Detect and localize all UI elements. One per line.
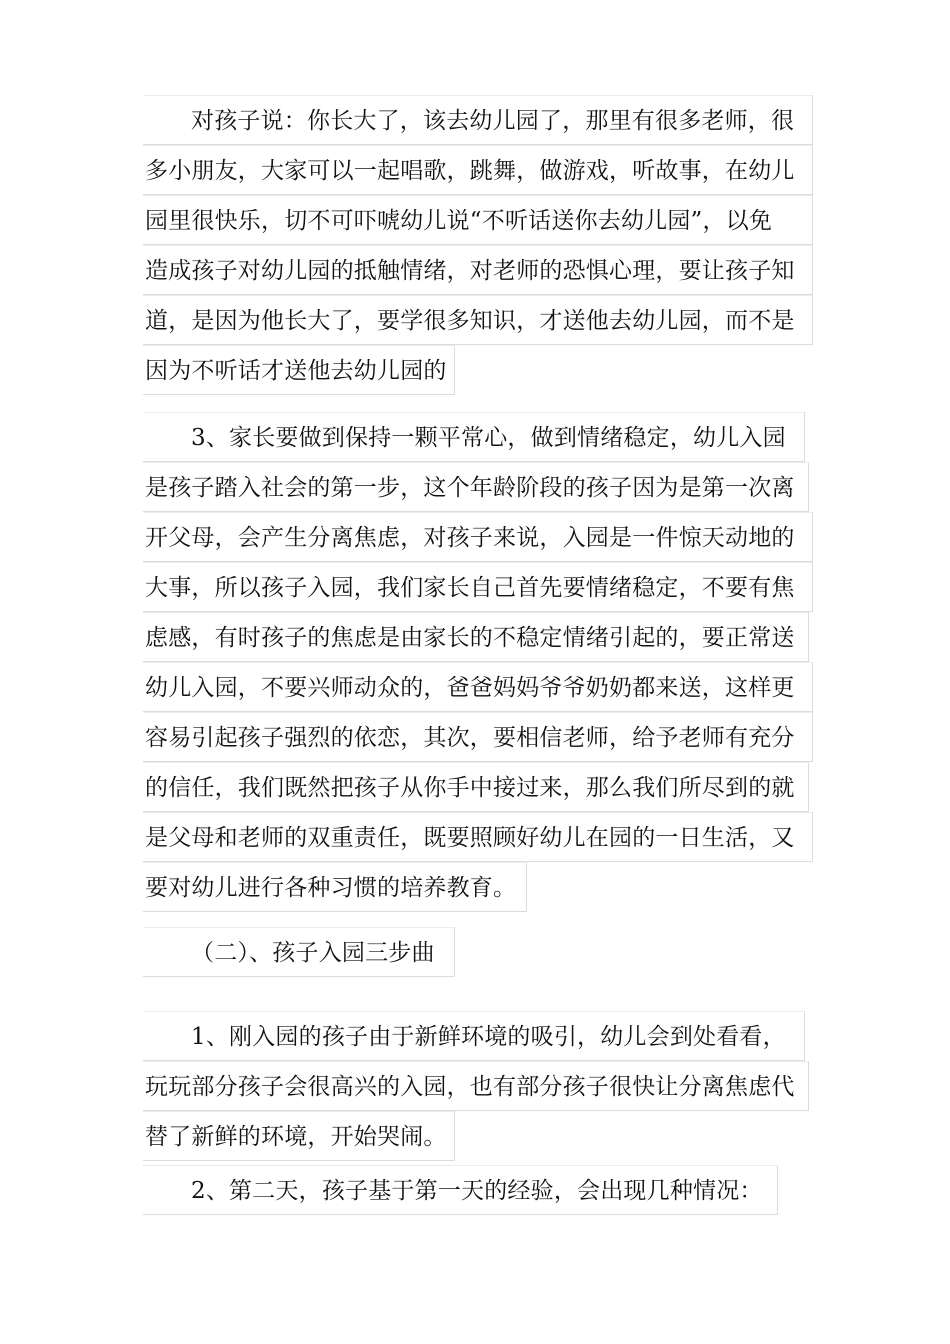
text-line: 对孩子说：你长大了，该去幼儿园了，那里有很多老师，很 <box>143 95 813 145</box>
paragraph-2 <box>143 412 813 912</box>
text-line: 大事，所以孩子入园，我们家长自己首先要情绪稳定，不要有焦 <box>143 562 813 612</box>
text-line: 因为不听话才送他去幼儿园的 <box>143 345 455 395</box>
text-line: 玩玩部分孩子会很高兴的入园，也有部分孩子很快让分离焦虑代 <box>143 1061 809 1111</box>
text-line: 是孩子踏入社会的第一步，这个年龄阶段的孩子因为是第一次离 <box>143 462 809 512</box>
text-line: （二）、孩子入园三步曲 <box>143 927 455 977</box>
paragraph-3 <box>143 1011 809 1161</box>
text-line: 的信任，我们既然把孩子从你手中接过来，那么我们所尽到的就 <box>143 762 809 812</box>
text-line: 开父母，会产生分离焦虑，对孩子来说，入园是一件惊天动地的 <box>143 512 813 562</box>
text-line: 要对幼儿进行各种习惯的培养教育。 <box>143 862 527 912</box>
text-line: 造成孩子对幼儿园的抵触情绪，对老师的恐惧心理，要让孩子知 <box>143 245 813 295</box>
text-line: 虑感，有时孩子的焦虑是由家长的不稳定情绪引起的，要正常送 <box>143 612 809 662</box>
text-line: 道，是因为他长大了，要学很多知识，才送他去幼儿园，而不是 <box>143 295 813 345</box>
paragraph-4 <box>143 1165 778 1215</box>
text-line: 2、第二天，孩子基于第一天的经验，会出现几种情况： <box>143 1165 778 1215</box>
paragraph-1 <box>143 95 813 395</box>
text-line: 替了新鲜的环境，开始哭闹。 <box>143 1111 455 1161</box>
text-line: 3、家长要做到保持一颗平常心，做到情绪稳定，幼儿入园 <box>143 412 805 462</box>
text-line: 是父母和老师的双重责任，既要照顾好幼儿在园的一日生活，又 <box>143 812 813 862</box>
text-line: 幼儿入园，不要兴师动众的，爸爸妈妈爷爷奶奶都来送，这样更 <box>143 662 813 712</box>
section-heading <box>143 927 455 977</box>
text-line: 园里很快乐，切不可吓唬幼儿说“不听话送你去幼儿园”，以免 <box>143 195 813 245</box>
text-line: 容易引起孩子强烈的依恋，其次，要相信老师，给予老师有充分 <box>143 712 813 762</box>
text-line: 多小朋友，大家可以一起唱歌，跳舞，做游戏，听故事，在幼儿 <box>143 145 813 195</box>
text-line: 1、刚入园的孩子由于新鲜环境的吸引，幼儿会到处看看， <box>143 1011 805 1061</box>
